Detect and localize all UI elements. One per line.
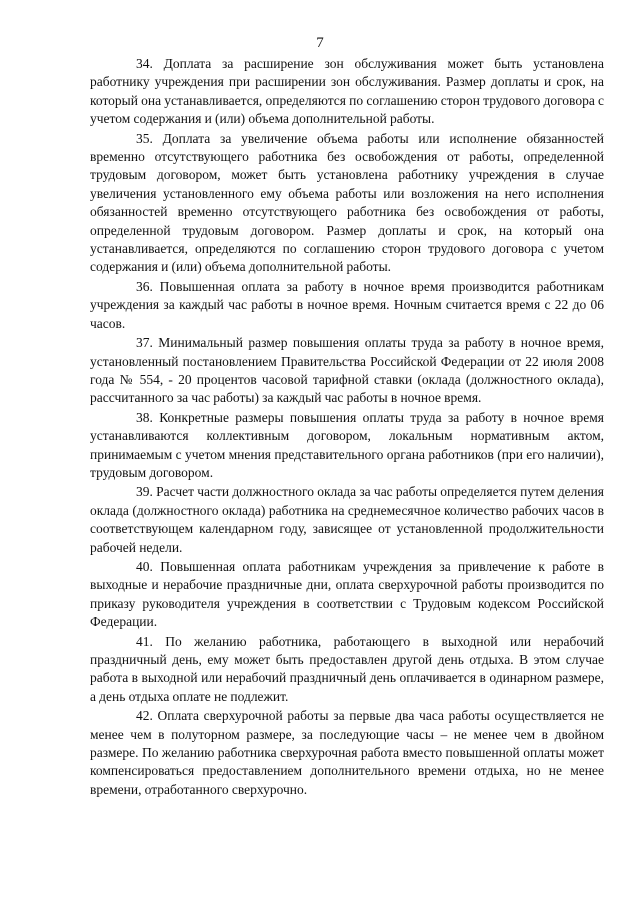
paragraph-39: 39. Расчет части должностного оклада за час работы определяется путем деления оклада (должностного оклада) работника на среднемесячное количество рабочих часов в соответствующем календарном году, зависящее от установленной продолжительности рабочей недели. bbox=[90, 484, 604, 555]
paragraph-35: 35. Доплата за увеличение объема работы или исполнение обязанностей временно отсутствующего работника без освобождения от работы, определенной трудовым договором, может быть установлена работнику учреждения в случае увеличения установленного ему объема работы или возложения на него исполнения обязанностей временно отсутствующего работника без освобождения от работы, определенной трудовым договором. Размер доплаты и срок, на который она устанавливается, определяются по соглашению сторон трудового договора с учетом содержания и (или) объема дополнительной работы. bbox=[90, 130, 604, 275]
paragraph-40: 40. Повышенная оплата работникам учреждения за привлечение к работе в выходные и нерабочие праздничные дни, оплата сверхурочной работы производится по приказу руководителя учреждения в соответствии с Трудовым кодексом Российской Федерации. bbox=[90, 558, 604, 630]
paragraph-38: 38. Конкретные размеры повышения оплаты труда за работу в ночное время устанавливаются коллективным договором, локальным нормативным актом, принимаемым с учетом мнения представительного органа работников (при его наличии), трудовым договором. bbox=[90, 409, 604, 480]
paragraph-37: 37. Минимальный размер повышения оплаты труда за работу в ночное время, установленный постановлением Правительства Российской Федерации от 22 июля 2008 года № 554, - 20 процентов часовой тарифной ставки (оклада (должностного оклада), рассчитанного за час работы) за каждый час работы в ночное время. bbox=[90, 335, 604, 406]
document-body bbox=[90, 55, 604, 799]
page-number: 7 bbox=[316, 35, 324, 51]
paragraph-36: 36. Повышенная оплата за работу в ночное время производится работникам учреждения за каждый час работы в ночное время. Ночным считается время с 22 до 06 часов. bbox=[90, 278, 604, 331]
paragraph-34: 34. Доплата за расширение зон обслуживания может быть установлена работнику учреждения при расширении зон обслуживания. Размер доплаты и срок, на который она устанавливается, определяются по соглашению сторон трудового договора с учетом содержания и (или) объема дополнительной работы. bbox=[90, 56, 604, 127]
paragraph-41: 41. По желанию работника, работающего в выходной или нерабочий праздничный день, ему может быть предоставлен другой день отдыха. В этом случае работа в выходной или нерабочий праздничный день оплачивается в одинарном размере, а день отдыха оплате не подлежит. bbox=[90, 633, 604, 704]
paragraph-42: 42. Оплата сверхурочной работы за первые два часа работы осуществляется не менее чем в полуторном размере, за последующие часы – не менее чем в двойном размере. По желанию работника сверхурочная работа вместо повышенной оплаты может компенсироваться предоставлением дополнительного времени отдыха, но не менее времени, отработанного сверхурочно. bbox=[90, 708, 604, 797]
